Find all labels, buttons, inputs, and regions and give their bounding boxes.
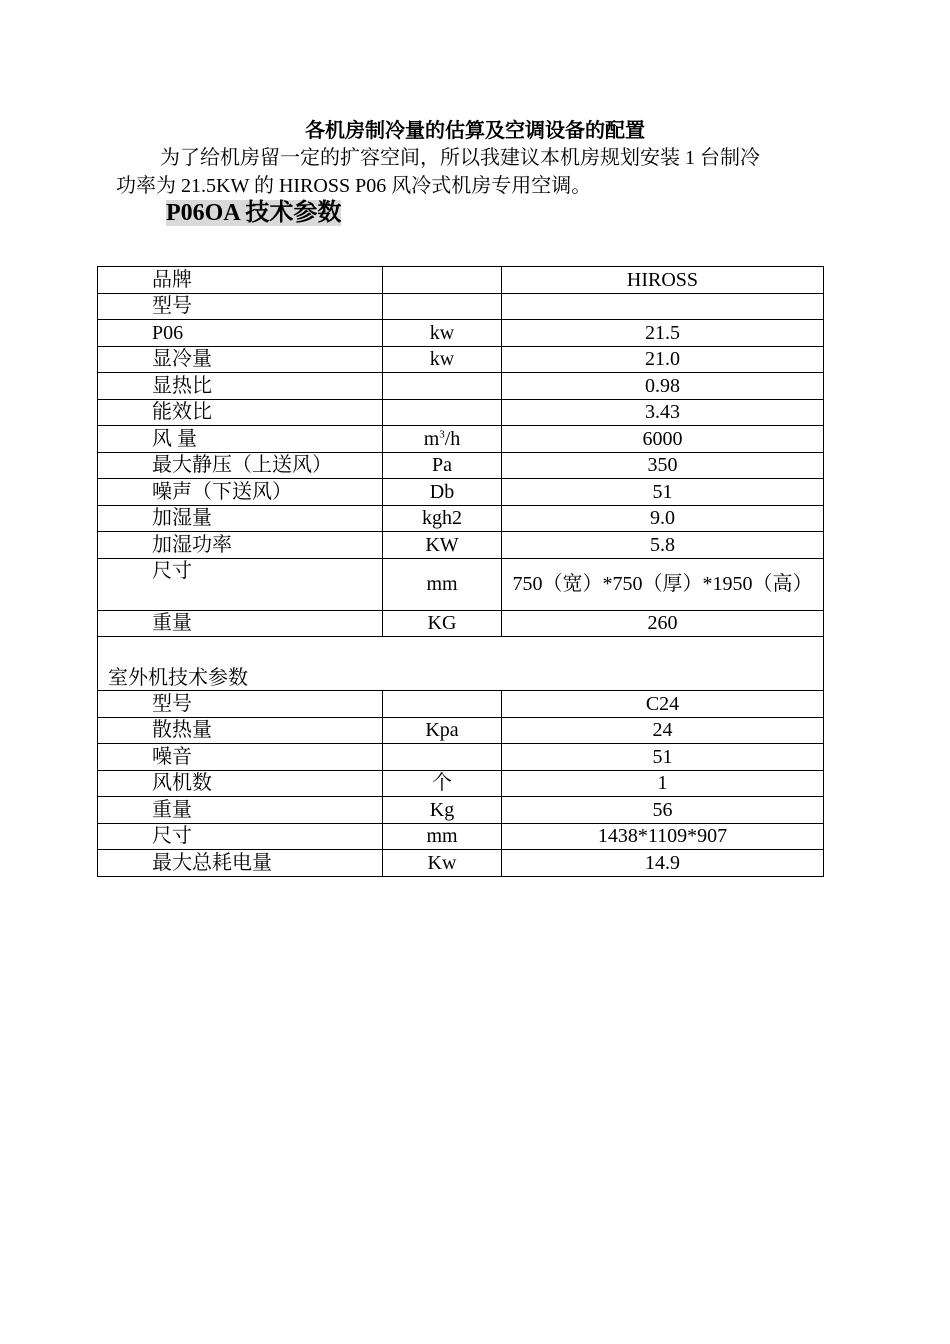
param-name: P06	[98, 320, 383, 347]
param-value: 260	[502, 610, 824, 637]
param-name: 重量	[98, 610, 383, 637]
intro-line-2: 功率为 21.5KW 的 HIROSS P06 风冷式机房专用空调。	[116, 175, 592, 197]
param-value: 5.8	[502, 532, 824, 559]
param-name: 品牌	[98, 267, 383, 294]
table-row	[98, 505, 824, 532]
table-row	[98, 267, 824, 294]
param-unit: Kw	[383, 850, 502, 877]
param-name: 显热比	[98, 373, 383, 400]
table-row	[98, 320, 824, 347]
param-value: 56	[502, 797, 824, 824]
spec-table	[97, 266, 824, 877]
param-value: 21.5	[502, 320, 824, 347]
param-value: 6000	[502, 426, 824, 453]
param-name: 型号	[98, 293, 383, 320]
table-row	[98, 691, 824, 718]
param-value: 350	[502, 452, 824, 479]
unit-superscript: 3	[439, 428, 445, 441]
table-row	[98, 717, 824, 744]
param-unit	[383, 373, 502, 400]
param-value: 1	[502, 770, 824, 797]
param-name: 加湿量	[98, 505, 383, 532]
table-row	[98, 399, 824, 426]
table-row	[98, 426, 824, 453]
param-value: 750（宽）*750（厚）*1950（高）	[502, 558, 824, 610]
param-value: 21.0	[502, 346, 824, 373]
param-unit: KW	[383, 532, 502, 559]
table-row	[98, 850, 824, 877]
intro-paragraph	[116, 144, 836, 200]
param-name: 型号	[98, 691, 383, 718]
param-unit	[383, 267, 502, 294]
param-name: 显冷量	[98, 346, 383, 373]
outdoor-section-label: 室外机技术参数	[98, 637, 824, 691]
param-name: 最大静压（上送风）	[98, 452, 383, 479]
param-value: 24	[502, 717, 824, 744]
param-name: 尺寸	[98, 558, 383, 610]
param-value: 0.98	[502, 373, 824, 400]
param-name: 噪音	[98, 744, 383, 771]
param-value: HIROSS	[502, 267, 824, 294]
param-name: 噪声（下送风）	[98, 479, 383, 506]
param-value: 51	[502, 479, 824, 506]
param-unit	[383, 426, 502, 453]
table-row	[98, 770, 824, 797]
param-value: 14.9	[502, 850, 824, 877]
param-unit: Db	[383, 479, 502, 506]
outdoor-section-row	[98, 637, 824, 691]
table-row	[98, 346, 824, 373]
table-row	[98, 293, 824, 320]
param-unit: Kpa	[383, 717, 502, 744]
param-name: 重量	[98, 797, 383, 824]
spec-heading	[166, 198, 341, 228]
param-unit: KG	[383, 610, 502, 637]
param-unit: Pa	[383, 452, 502, 479]
unit-tail: /h	[444, 427, 461, 450]
param-unit	[383, 293, 502, 320]
document-title: 各机房制冷量的估算及空调设备的配置	[305, 120, 645, 142]
table-row	[98, 373, 824, 400]
param-name: 能效比	[98, 399, 383, 426]
param-unit: kw	[383, 320, 502, 347]
table-row	[98, 610, 824, 637]
param-value: 51	[502, 744, 824, 771]
param-unit: kgh2	[383, 505, 502, 532]
table-row	[98, 558, 824, 610]
param-unit: mm	[383, 558, 502, 610]
param-name: 加湿功率	[98, 532, 383, 559]
spec-heading-text: P06OA 技术参数	[166, 200, 342, 226]
unit-base: m	[423, 427, 440, 450]
param-unit: mm	[383, 823, 502, 850]
intro-line-1: 为了给机房留一定的扩容空间，所以我建议本机房规划安装 1 台制冷	[160, 147, 760, 169]
param-name: 最大总耗电量	[98, 850, 383, 877]
param-unit: kw	[383, 346, 502, 373]
table-row	[98, 479, 824, 506]
param-name: 风机数	[98, 770, 383, 797]
table-row	[98, 823, 824, 850]
param-value: 9.0	[502, 505, 824, 532]
table-row	[98, 797, 824, 824]
param-value: 3.43	[502, 399, 824, 426]
param-name: 散热量	[98, 717, 383, 744]
param-unit: 个	[383, 770, 502, 797]
param-value	[502, 293, 824, 320]
param-name: 尺寸	[98, 823, 383, 850]
table-row	[98, 452, 824, 479]
param-unit: Kg	[383, 797, 502, 824]
param-value: C24	[502, 691, 824, 718]
param-unit	[383, 399, 502, 426]
param-name: 风 量	[98, 426, 383, 453]
param-value: 1438*1109*907	[502, 823, 824, 850]
param-unit	[383, 691, 502, 718]
param-unit	[383, 744, 502, 771]
table-row	[98, 744, 824, 771]
table-row	[98, 532, 824, 559]
